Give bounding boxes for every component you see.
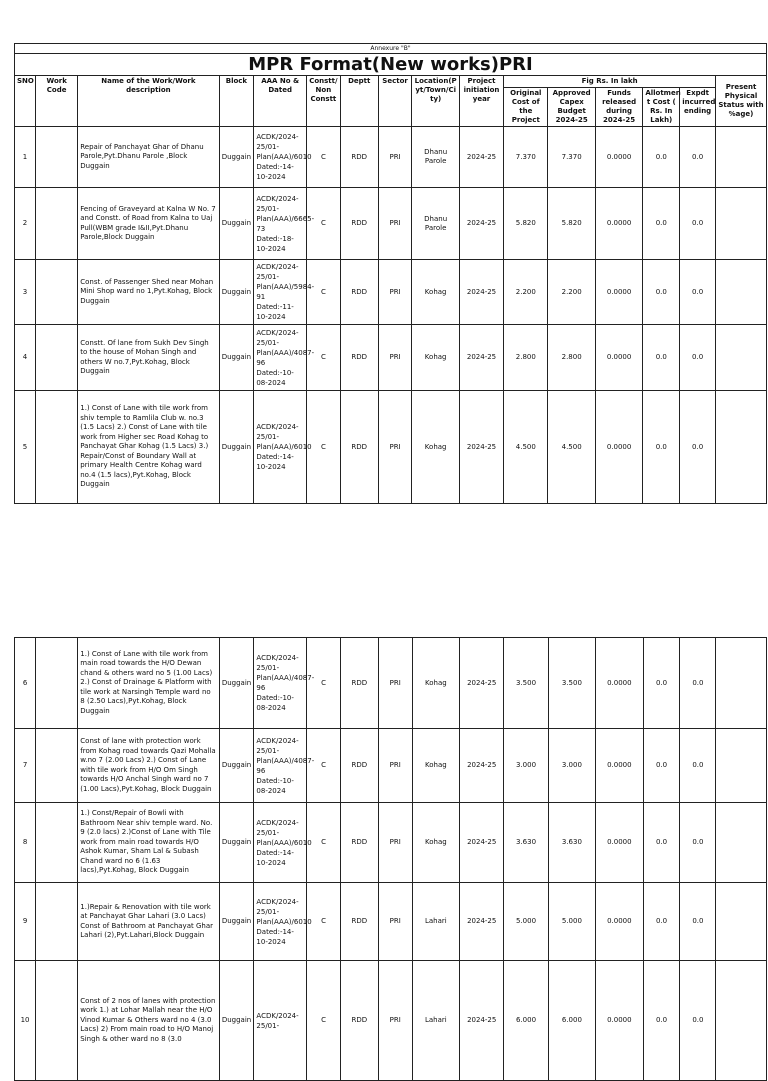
cell-sector: PRI: [378, 260, 412, 325]
cell-sno: 2: [15, 188, 36, 260]
cell-sector: PRI: [378, 188, 412, 260]
cell-work-code: [36, 729, 78, 803]
cell-year: 2024-25: [460, 729, 504, 803]
header-present-status: Present Physical Status with %age): [716, 76, 767, 127]
cell-allotment: 0.0: [643, 961, 680, 1081]
cell-sno: 7: [15, 729, 36, 803]
table-row: [15, 961, 767, 1081]
header-original-cost: Original Cost of the Project: [504, 88, 548, 127]
cell-year: 2024-25: [459, 391, 503, 504]
cell-work-name: Constt. Of lane from Sukh Dev Singh to the house of Mohan Singh and others W no.7,Pyt.Kohag, Block Duggain: [78, 325, 219, 391]
cell-sno: 3: [15, 260, 36, 325]
cell-approved-capex: 3.000: [548, 729, 595, 803]
cell-deptt: RDD: [340, 391, 378, 504]
cell-original-cost: 2.200: [504, 260, 548, 325]
cell-constt: C: [307, 188, 341, 260]
cell-status: [716, 803, 767, 883]
cell-expdt: 0.0: [680, 883, 716, 961]
cell-work-name: 1.) Const of Lane with tile work from shiv temple to Ramlila Club w. no.3 (1.5 Lacs) 2.) Const of Lane with tile work from Higher sec Road Kohag to Panchayat Ghar Kohag (1.5 Lacs) 3.) Repair/Const of Boundary Wall at primary Health Centre Kohag ward no.4 (1.5 lacs),Pyt.Kohag, Block Duggain: [78, 391, 219, 504]
cell-sector: PRI: [378, 638, 412, 729]
table-row: [15, 260, 767, 325]
cell-location: Kohag: [412, 260, 459, 325]
cell-constt: C: [307, 961, 341, 1081]
cell-original-cost: 3.630: [504, 803, 548, 883]
header-fig: Fig Rs. In lakh: [504, 76, 716, 88]
cell-location: Lahari: [412, 961, 459, 1081]
cell-status: [716, 883, 767, 961]
table-row: [15, 188, 767, 260]
cell-work-name: Repair of Panchayat Ghar of Dhanu Parole,Pyt.Dhanu Parole ,Block Duggain: [78, 127, 219, 188]
cell-sector: PRI: [378, 391, 412, 504]
cell-block: Duggain: [219, 260, 254, 325]
cell-sno: 1: [15, 127, 36, 188]
header-constt: Constt/ Non Constt: [307, 76, 341, 127]
cell-status: [716, 325, 767, 391]
header-expdt: Expdt incurred ending: [680, 88, 716, 127]
cell-funds-released: 0.0000: [596, 883, 643, 961]
cell-aaa: ACDK/2024-25/01-Plan(AAA)/4087-96 Dated:-10-08-2024: [254, 325, 307, 391]
cell-original-cost: 2.800: [504, 325, 548, 391]
cell-year: 2024-25: [460, 638, 504, 729]
cell-funds-released: 0.0000: [596, 803, 643, 883]
cell-block: Duggain: [219, 883, 254, 961]
cell-block: Duggain: [219, 638, 254, 729]
cell-funds-released: 0.0000: [595, 260, 642, 325]
cell-work-name: 1.) Const of Lane with tile work from main road towards the H/O Dewan chand & others ward no 5 (1.00 Lacs) 2.) Const of Drainage & Platform with tile work at Narsingh Temple ward no 8 (2.50 Lacs),Pyt.Kohag, Block Duggain: [78, 638, 219, 729]
table-row: [15, 729, 767, 803]
cell-approved-capex: 4.500: [548, 391, 595, 504]
cell-allotment: 0.0: [643, 188, 680, 260]
cell-sno: 6: [15, 638, 36, 729]
cell-original-cost: 5.000: [504, 883, 548, 961]
cell-block: Duggain: [219, 391, 254, 504]
header-allotment: Allotmen t Cost ( Rs. In Lakh): [643, 88, 680, 127]
cell-status: [716, 961, 767, 1081]
cell-constt: C: [307, 729, 341, 803]
cell-sector: PRI: [378, 883, 412, 961]
cell-year: 2024-25: [459, 325, 503, 391]
cell-work-name: Fencing of Graveyard at Kalna W No. 7 and Constt. of Road from Kalna to Uaj Pull(WBM grade I&II,Pyt.Dhanu Parole,Block Duggain: [78, 188, 219, 260]
cell-work-code: [36, 883, 78, 961]
cell-deptt: RDD: [340, 188, 378, 260]
cell-funds-released: 0.0000: [595, 127, 642, 188]
cell-location: Kohag: [412, 638, 459, 729]
cell-block: Duggain: [219, 188, 254, 260]
cell-constt: C: [307, 391, 341, 504]
cell-constt: C: [307, 260, 341, 325]
header-funds-released: Funds released during 2024-25: [595, 88, 642, 127]
cell-work-code: [36, 188, 78, 260]
cell-funds-released: 0.0000: [596, 729, 643, 803]
cell-approved-capex: 2.800: [548, 325, 595, 391]
cell-status: [716, 188, 767, 260]
cell-aaa: ACDK/2024-25/01-Plan(AAA)/4087-96 Dated:-10-08-2024: [254, 638, 307, 729]
cell-sno: 5: [15, 391, 36, 504]
cell-work-code: [36, 638, 78, 729]
cell-funds-released: 0.0000: [596, 638, 643, 729]
table-row: [15, 391, 767, 504]
cell-location: Kohag: [412, 325, 459, 391]
cell-aaa: ACDK/2024-25/01-: [254, 961, 307, 1081]
table-row: [15, 638, 767, 729]
header-deptt: Deptt: [340, 76, 378, 127]
mpr-table-page-2: [14, 637, 767, 1081]
cell-location: Lahari: [412, 883, 459, 961]
table-row: [15, 803, 767, 883]
cell-expdt: 0.0: [680, 729, 716, 803]
cell-work-name: Const of 2 nos of lanes with protection work 1.) at Lohar Mallah near the H/O Vinod Kumar & Others ward no 4 (3.0 Lacs) 2) From main road to H/O Manoj Singh & other ward no 8 (3.0: [78, 961, 219, 1081]
cell-expdt: 0.0: [680, 325, 716, 391]
cell-expdt: 0.0: [680, 260, 716, 325]
cell-location: Kohag: [412, 391, 459, 504]
cell-expdt: 0.0: [680, 803, 716, 883]
cell-allotment: 0.0: [643, 803, 680, 883]
table-row: [15, 127, 767, 188]
cell-aaa: ACDK/2024-25/01-Plan(AAA)/6010 Dated:-14-10-2024: [254, 883, 307, 961]
cell-location: Dhanu Parole: [412, 188, 459, 260]
cell-original-cost: 3.000: [504, 729, 548, 803]
cell-expdt: 0.0: [680, 391, 716, 504]
cell-approved-capex: 7.370: [548, 127, 595, 188]
cell-work-name: 1.) Const/Repair of Bowli with Bathroom Near shiv temple ward. No. 9 (2.0 lacs) 2.)Const of Lane with Tile work from main road towards H/O Ashok Kumar, Sham Lal & Subash Chand ward no 6 (1.63 lacs),Pyt.Kohag, Block Duggain: [78, 803, 219, 883]
cell-constt: C: [307, 638, 341, 729]
cell-aaa: ACDK/2024-25/01-Plan(AAA)/5984-91 Dated:-11-10-2024: [254, 260, 307, 325]
cell-year: 2024-25: [460, 961, 504, 1081]
cell-approved-capex: 5.820: [548, 188, 595, 260]
cell-status: [716, 260, 767, 325]
cell-aaa: ACDK/2024-25/01-Plan(AAA)/6010 Dated:-14-10-2024: [254, 391, 307, 504]
cell-funds-released: 0.0000: [596, 961, 643, 1081]
cell-deptt: RDD: [340, 260, 378, 325]
table-row: [15, 883, 767, 961]
cell-approved-capex: 3.500: [548, 638, 595, 729]
cell-constt: C: [307, 325, 341, 391]
cell-status: [716, 638, 767, 729]
cell-sector: PRI: [378, 961, 412, 1081]
cell-allotment: 0.0: [643, 325, 680, 391]
cell-work-code: [36, 127, 78, 188]
cell-original-cost: 5.820: [504, 188, 548, 260]
cell-deptt: RDD: [340, 803, 378, 883]
cell-expdt: 0.0: [680, 961, 716, 1081]
cell-sector: PRI: [378, 803, 412, 883]
header-location: Location(P yt/Town/Ci ty): [412, 76, 459, 127]
cell-constt: C: [307, 883, 341, 961]
cell-allotment: 0.0: [643, 883, 680, 961]
table-row: [15, 325, 767, 391]
cell-expdt: 0.0: [680, 127, 716, 188]
cell-approved-capex: 2.200: [548, 260, 595, 325]
cell-block: Duggain: [219, 325, 254, 391]
cell-block: Duggain: [219, 803, 254, 883]
header-sector: Sector: [378, 76, 412, 127]
cell-constt: C: [307, 127, 341, 188]
header-name: Name of the Work/Work description: [78, 76, 219, 127]
cell-work-code: [36, 961, 78, 1081]
cell-allotment: 0.0: [643, 729, 680, 803]
cell-aaa: ACDK/2024-25/01-Plan(AAA)/6010 Dated:-14-10-2024: [254, 803, 307, 883]
cell-location: Kohag: [412, 803, 459, 883]
cell-status: [716, 391, 767, 504]
cell-year: 2024-25: [459, 188, 503, 260]
cell-original-cost: 4.500: [504, 391, 548, 504]
page-title: MPR Format(New works)PRI: [15, 54, 767, 76]
cell-allotment: 0.0: [643, 391, 680, 504]
cell-block: Duggain: [219, 729, 254, 803]
cell-approved-capex: 5.000: [548, 883, 595, 961]
cell-work-code: [36, 325, 78, 391]
cell-sno: 9: [15, 883, 36, 961]
cell-block: Duggain: [219, 961, 254, 1081]
cell-sno: 10: [15, 961, 36, 1081]
header-approved-capex: Approved Capex Budget 2024-25: [548, 88, 595, 127]
cell-approved-capex: 6.000: [548, 961, 595, 1081]
cell-funds-released: 0.0000: [595, 325, 642, 391]
cell-work-code: [36, 391, 78, 504]
cell-original-cost: 6.000: [504, 961, 548, 1081]
cell-allotment: 0.0: [643, 127, 680, 188]
cell-sector: PRI: [378, 325, 412, 391]
header-work-code: Work Code: [36, 76, 78, 127]
cell-year: 2024-25: [460, 883, 504, 961]
header-aaa: AAA No & Dated: [254, 76, 307, 127]
cell-year: 2024-25: [459, 260, 503, 325]
cell-allotment: 0.0: [643, 638, 680, 729]
cell-original-cost: 7.370: [504, 127, 548, 188]
cell-aaa: ACDK/2024-25/01-Plan(AAA)/6010 Dated:-14-10-2024: [254, 127, 307, 188]
cell-status: [716, 127, 767, 188]
cell-block: Duggain: [219, 127, 254, 188]
cell-deptt: RDD: [340, 325, 378, 391]
cell-location: Dhanu Parole: [412, 127, 459, 188]
cell-deptt: RDD: [340, 638, 378, 729]
cell-funds-released: 0.0000: [595, 188, 642, 260]
annexure-label: Annexure "B": [15, 44, 767, 54]
cell-original-cost: 3.500: [504, 638, 548, 729]
cell-work-name: Const of lane with protection work from Kohag road towards Qazi Mohalla w.no 7 (2.00 Lacs) 2.) Const of Lane with tile work from H/O Om Singh towards H/O Anchal Singh ward no 7 (1.00 Lacs),Pyt.Kohag, Block Duggain: [78, 729, 219, 803]
header-block: Block: [219, 76, 254, 127]
cell-deptt: RDD: [340, 127, 378, 188]
cell-aaa: ACDK/2024-25/01-Plan(AAA)/4087-96 Dated:-10-08-2024: [254, 729, 307, 803]
cell-year: 2024-25: [459, 127, 503, 188]
cell-work-name: Const. of Passenger Shed near Mohan Mini Shop ward no 1,Pyt.Kohag, Block Duggain: [78, 260, 219, 325]
cell-sector: PRI: [378, 729, 412, 803]
cell-approved-capex: 3.630: [548, 803, 595, 883]
cell-constt: C: [307, 803, 341, 883]
header-project-year: Project initiation year: [459, 76, 503, 127]
cell-funds-released: 0.0000: [595, 391, 642, 504]
cell-sector: PRI: [378, 127, 412, 188]
cell-deptt: RDD: [340, 729, 378, 803]
cell-deptt: RDD: [340, 883, 378, 961]
cell-location: Kohag: [412, 729, 459, 803]
header-sno: SNO: [15, 76, 36, 127]
cell-work-code: [36, 803, 78, 883]
cell-year: 2024-25: [460, 803, 504, 883]
cell-aaa: ACDK/2024-25/01-Plan(AAA)/6665-73 Dated:-18-10-2024: [254, 188, 307, 260]
cell-expdt: 0.0: [680, 638, 716, 729]
cell-work-code: [36, 260, 78, 325]
mpr-table-page-1: [14, 43, 767, 504]
cell-allotment: 0.0: [643, 260, 680, 325]
cell-sno: 8: [15, 803, 36, 883]
cell-status: [716, 729, 767, 803]
cell-sno: 4: [15, 325, 36, 391]
cell-expdt: 0.0: [680, 188, 716, 260]
cell-deptt: RDD: [340, 961, 378, 1081]
cell-work-name: 1.)Repair & Renovation with tile work at Panchayat Ghar Lahari (3.0 Lacs) Const of Bathroom at Panchayat Ghar Lahari (2),Pyt.Lahari,Block Duggain: [78, 883, 219, 961]
